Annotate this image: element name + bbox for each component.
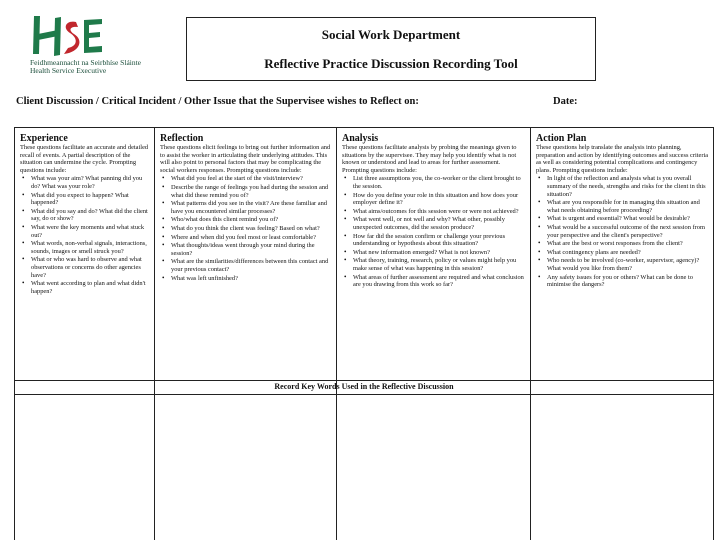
prompt-item: • What or who was hard to observe and what observations or concerns do other agencies have? [20,256,150,279]
column-intro: These questions elicit feelings to bring out further information and to assist the worker in articulating their underlying attitudes. This will also point to personal factors that may be complicating the social workers responses. Prompting questions include: [160,144,331,174]
client-discussion-label: Client Discussion / Critical Incident / Other Issue that the Supervisee wishes to Reflect on: [16,96,419,107]
column-intro: These questions facilitate analysis by probing the meanings given to situations by the supervisee. They may help you identify what is not known or understood and lead to areas for further assessment. Prompting questions include: [342,144,517,174]
column-heading: Reflection [160,133,204,144]
hse-logo [28,14,158,86]
column-heading: Analysis [342,133,379,144]
title-box [186,17,596,81]
department-title: Social Work Department [321,27,461,42]
logo-irish-name: Feidhmeannacht na Seirbhíse Sláinte [30,58,142,67]
prompt-item: • What were the key moments and what stuck out? [20,224,150,239]
prompt-item: • What did you expect to happen? What happened? [20,192,150,207]
prompt-item: • What is urgent and essential? What would be desirable? [536,215,710,223]
column-intro: These questions facilitate an accurate and detailed recall of events. A partial description of the situation can undermine the cycle. Prompting questions include: [20,144,149,174]
prompt-list [342,175,526,288]
prompt-item: • In light of the reflection and analysis what is you overall summary of the needs, strengths and risks for the client in this situation? [536,175,710,198]
prompt-item: • What did you feel at the start of the visit/interview? [160,175,332,183]
reflective-practice-table [14,127,714,540]
prompt-item: • What aims/outcomes for this session were or were not achieved? [342,208,526,216]
prompt-item: • What are you responsible for in managing this situation and what needs obtaining before proceeding? [536,199,710,214]
prompt-list [536,175,710,288]
prompt-item: • Who needs to be involved (co-worker, supervisor, agency)? What would you like from them? [536,257,710,272]
prompt-item: • What was left unfinished? [160,275,332,283]
prompt-item: • What did you say and do? What did the client say, do or show? [20,208,150,223]
row-divider [15,394,713,395]
prompt-item: • What contingency plans are needed? [536,249,710,257]
action-plan-column [536,133,710,378]
prompt-item: • What do you think the client was feeling? Based on what? [160,225,332,233]
date-label: Date: [553,96,578,107]
prompt-item: • What would be a successful outcome of the next session from your perspective and the client's perspective? [536,224,710,239]
hse-logo-mark-icon [28,14,104,58]
prompt-item: • How far did the session confirm or challenge your previous understanding or hypothesis about this situation? [342,233,526,248]
prompt-item: • What are the best or worst responses from the client? [536,240,710,248]
prompt-item: • What was your aim? What panning did you do? What was your role? [20,175,150,190]
prompt-item: • Describe the range of feelings you had during the session and what did these remind you of? [160,184,332,199]
prompt-item: • List three assumptions you, the co-worker or the client brought to the session. [342,175,526,190]
column-divider [336,128,337,540]
row-divider [15,380,713,381]
prompt-list [20,175,150,295]
prompt-item: • What patterns did you see in the visit? Are these familiar and have you encountered similar processes? [160,200,332,215]
prompt-item: • What areas of further assessment are required and what conclusion are you drawing from this work so far? [342,274,526,289]
prompt-item: • What thoughts/ideas went through your mind during the session? [160,242,332,257]
prompt-item: • What new information emerged? What is not known? [342,249,526,257]
tool-title: Reflective Practice Discussion Recording Tool [264,56,518,71]
prompt-item: • Who/what does this client remind you of? [160,216,332,224]
column-divider [154,128,155,540]
experience-column [20,133,150,378]
logo-english-name: Health Service Executive [30,66,107,75]
prompt-item: • What went according to plan and what didn't happen? [20,280,150,295]
prompt-item: • What are the similarities/differences between this contact and your previous contact? [160,258,332,273]
column-heading: Action Plan [536,133,587,144]
prompt-item: • How do you define your role in this situation and how does your employer define it? [342,192,526,207]
prompt-item: • What went well, or not well and why? What other, possibly unexpected outcomes, did the session produce? [342,216,526,231]
column-intro: These questions help translate the analysis into planning, preparation and action by identifying outcomes and success criteria as well as considering potential complications and contingency plans. Prompting questions include: [536,144,709,174]
prompt-item: • What words, non-verbal signals, interactions, sounds, images or smell struck you? [20,240,150,255]
analysis-column [342,133,526,378]
prompt-item: • Any safety issues for you or others? What can be done to minimise the dangers? [536,274,710,289]
prompt-item: • Where and when did you feel most or least comfortable? [160,234,332,242]
prompt-item: • What theory, training, research, policy or values might help you make sense of what was happening in this session? [342,257,526,272]
prompt-list [160,175,332,282]
keywords-section-title: Record Key Words Used in the Reflective Discussion [274,382,454,391]
column-divider [530,128,531,540]
reflection-column [160,133,332,378]
column-heading: Experience [20,133,68,144]
